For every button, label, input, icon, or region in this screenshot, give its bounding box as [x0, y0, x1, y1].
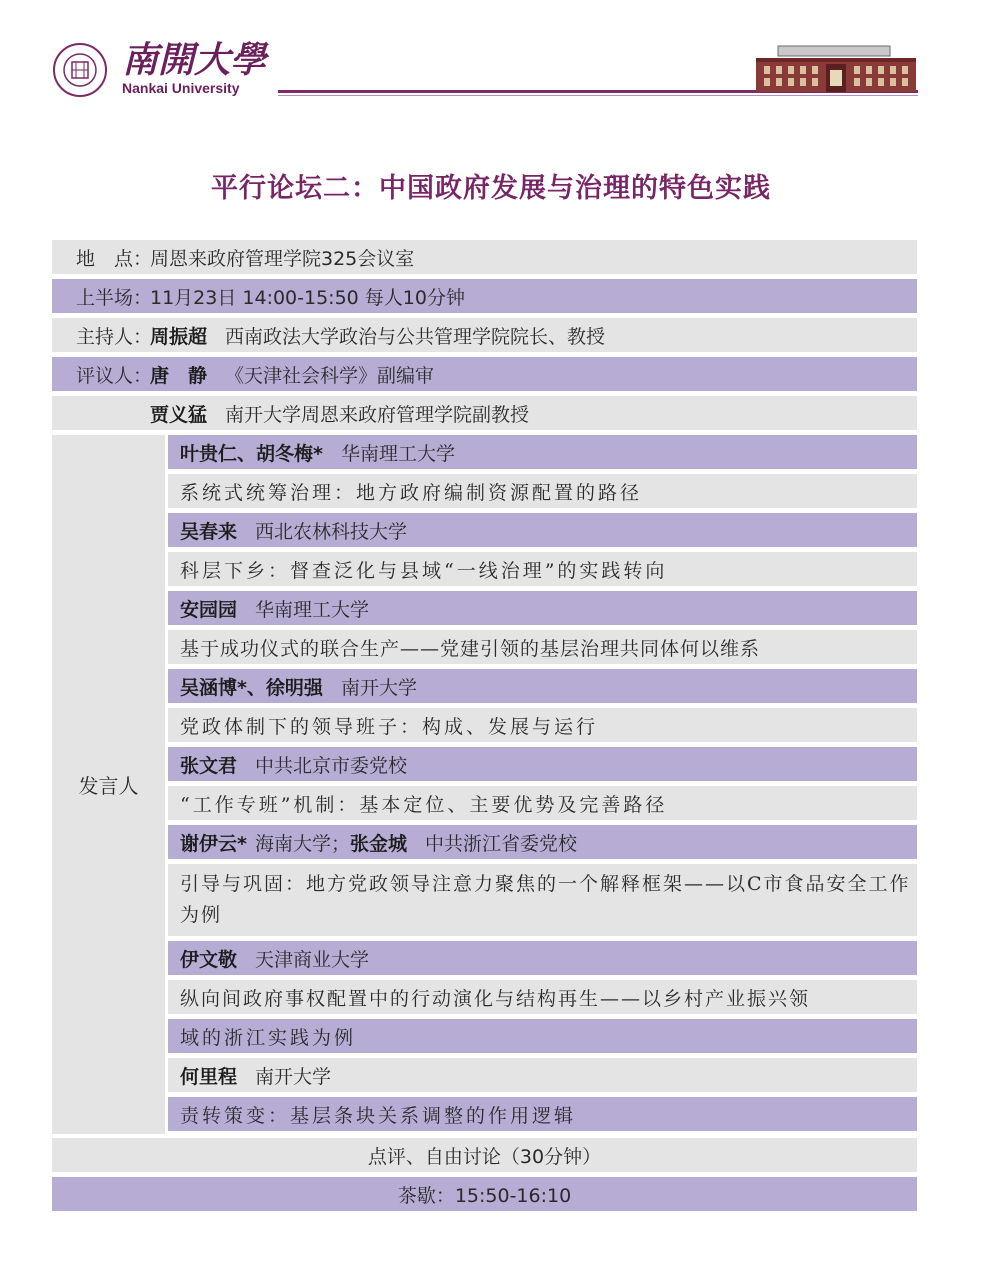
speaker-row: [168, 747, 917, 781]
session-value: 11月23日 14:00-15:50 每人10分钟: [150, 286, 465, 309]
reviewer2-row: [52, 396, 917, 430]
topic-row: [168, 864, 917, 936]
building-illustration: [756, 44, 916, 92]
topic-row: [168, 474, 917, 508]
topic-row: [168, 980, 917, 1014]
topic-row: [168, 708, 917, 742]
speaker-names: 吴春来: [180, 520, 238, 543]
host-name: 周振超: [150, 325, 208, 348]
topic-row: [168, 630, 917, 664]
host-title: 西南政法大学政治与公共管理学院院长、教授: [225, 325, 606, 348]
speaker-names: 张文君: [180, 754, 238, 777]
speakers-label: 发言人: [78, 774, 139, 798]
speaker-topic: 党政体制下的领导班子：构成、发展与运行: [180, 715, 599, 738]
session-row: [52, 279, 917, 313]
speaker-row: [168, 669, 917, 703]
speaker-topic: 引导与巩固：地方党政领导注意力聚焦的一个解释框架——以C市食品安全工作为例: [180, 873, 911, 926]
university-seal-icon: [52, 42, 108, 98]
speaker-names-2: 张金城: [349, 832, 407, 855]
discussion-row: [52, 1138, 917, 1172]
reviewer2-name: 贾义猛: [150, 403, 208, 426]
speaker-row: [168, 591, 917, 625]
speaker-topic-continued: 域的浙江实践为例: [180, 1026, 357, 1049]
speaker-org: 南开大学: [340, 676, 417, 699]
topic-row: [168, 552, 917, 586]
header-divider-thin: [278, 95, 918, 96]
venue-row: [52, 240, 917, 274]
reviewer2-title: 南开大学周恩来政府管理学院副教授: [225, 403, 530, 426]
university-calligraphy-logo: [120, 36, 270, 80]
speaker-org-2: 中共浙江省委党校: [424, 832, 577, 855]
reviewer1-title: 《天津社会科学》副编审: [225, 364, 435, 387]
speaker-topic: 科层下乡：督查泛化与县域“一线治理”的实践转向: [180, 559, 668, 582]
university-english-name: Nankai University: [122, 80, 240, 96]
speakers-label-cell: [52, 435, 165, 1134]
speaker-names: 伊文敬: [180, 948, 238, 971]
speaker-topic: 基于成功仪式的联合生产——党建引领的基层治理共同体何以维系: [180, 637, 761, 660]
speaker-topic: 责转策变：基层条块关系调整的作用逻辑: [180, 1104, 577, 1127]
speaker-topic: 系统式统筹治理：地方政府编制资源配置的路径: [180, 481, 643, 504]
speaker-row: [168, 513, 917, 547]
speaker-names: 叶贵仁、胡冬梅*: [180, 442, 323, 465]
speaker-org: 西北农林科技大学: [255, 520, 408, 543]
speaker-org: 海南大学；: [254, 832, 350, 855]
page-title: 平行论坛二：中国政府发展与治理的特色实践: [211, 173, 771, 204]
reviewer1-name: 唐 静: [150, 364, 208, 387]
speaker-org: 天津商业大学: [255, 948, 370, 971]
speaker-org: 华南理工大学: [340, 442, 455, 465]
reviewer-row: [52, 357, 917, 391]
logo-cn-text: 南開大學: [122, 39, 267, 80]
speaker-row: [168, 1058, 917, 1092]
topic-row: [168, 786, 917, 820]
discussion-text: 点评、自由讨论（30分钟）: [367, 1145, 602, 1168]
venue-label: 地 点：: [76, 247, 153, 270]
session-label: 上半场：: [76, 286, 153, 309]
reviewer-label: 评议人：: [76, 364, 153, 387]
speaker-row: [168, 435, 917, 469]
host-label: 主持人：: [76, 325, 153, 348]
venue-value: 周恩来政府管理学院325会议室: [150, 247, 415, 270]
speaker-org: 南开大学: [255, 1065, 332, 1088]
break-text: 茶歇：15:50-16:10: [397, 1184, 572, 1207]
host-row: [52, 318, 917, 352]
speaker-row: [168, 941, 917, 975]
speaker-names: 何里程: [180, 1065, 238, 1088]
speaker-org: 中共北京市委党校: [255, 754, 408, 777]
speaker-names: 吴涵博*、徐明强: [180, 676, 323, 699]
speaker-org: 华南理工大学: [255, 598, 370, 621]
break-row: [52, 1177, 917, 1211]
topic-row-continued: [168, 1019, 917, 1053]
speaker-topic: “工作专班”机制：基本定位、主要优势及完善路径: [180, 793, 668, 816]
speaker-names: 安园园: [180, 598, 238, 621]
speaker-topic: 纵向间政府事权配置中的行动演化与结构再生——以乡村产业振兴领: [180, 987, 811, 1010]
topic-row: [168, 1097, 917, 1131]
speaker-names: 谢伊云*: [180, 832, 247, 855]
speaker-row: [168, 825, 917, 859]
